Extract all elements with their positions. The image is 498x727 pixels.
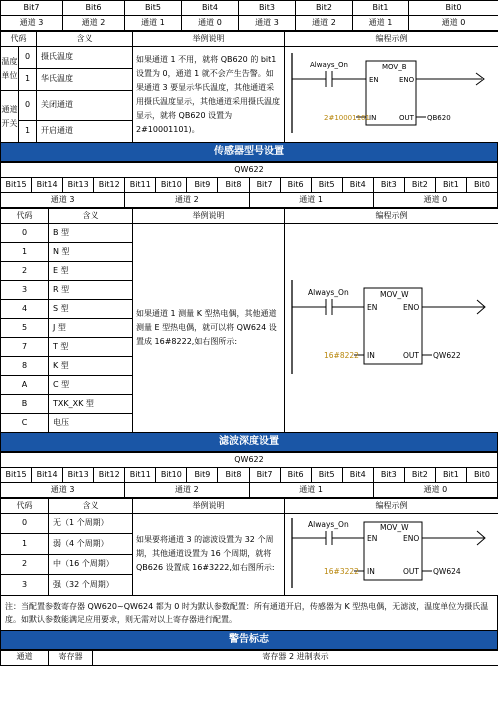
bit-cell: Bit8 — [218, 178, 249, 193]
bit-cell: Bit0 — [466, 178, 497, 193]
col-example: 举例说明 — [133, 209, 285, 224]
register-name: QW622 — [1, 453, 498, 468]
bit-cell: Bit10 — [156, 178, 187, 193]
example-text: 如果通道 1 不用，就将 QB620 的 bit1 设置为 0，通道 1 就不会产生告警。如果通道 3 要显示华氏温度，其他通道采用摄氏温度显示，其他通道采用摄氏温度显示，就将 QB620 设置为 2#10001101)。 — [133, 47, 285, 143]
bit-cell: Bit15 — [1, 468, 32, 483]
channel-cell: 通道 2 — [125, 193, 249, 208]
bit-cell: Bit6 — [63, 1, 125, 16]
meaning-cell: 中（16 个周期） — [49, 554, 133, 574]
meaning-cell: J 型 — [49, 319, 133, 338]
col-code: 代码 — [1, 32, 37, 47]
col-channel: 通道 — [1, 650, 49, 665]
code-cell: 1 — [1, 243, 49, 262]
block-name: MOV_W — [379, 289, 409, 299]
col-example: 举例说明 — [133, 32, 285, 47]
ladder-svg — [286, 49, 498, 137]
channel-cell: 通道 3 — [239, 16, 296, 31]
meaning-cell: 无（1 个周期） — [49, 514, 133, 534]
bit-cell: Bit0 — [409, 1, 498, 16]
channel-cell: 通道 0 — [182, 16, 239, 31]
meaning-cell: 开启通道 — [37, 121, 133, 143]
table-row — [1, 224, 498, 243]
bit-cell: Bit2 — [404, 178, 435, 193]
meaning-cell: C 型 — [49, 376, 133, 395]
bit-cell: Bit9 — [187, 468, 218, 483]
block-name: MOV_B — [381, 63, 407, 72]
en-pin: EN — [366, 534, 377, 543]
bit-cell: Bit7 — [1, 1, 63, 16]
channel-row — [1, 483, 498, 498]
eno-pin: ENO — [402, 302, 419, 312]
bit-cell: Bit11 — [125, 178, 156, 193]
out-pin: OUT — [398, 114, 414, 123]
col-program: 编程示例 — [285, 32, 498, 47]
bit-cell: Bit14 — [32, 178, 63, 193]
meaning-cell: E 型 — [49, 262, 133, 281]
channel-cell: 通道 0 — [373, 193, 497, 208]
channel-cell: 通道 2 — [125, 483, 249, 498]
bit-cell: Bit15 — [1, 178, 32, 193]
code-cell: 1 — [19, 69, 37, 91]
channel-cell: 通道 1 — [249, 483, 373, 498]
contact-label: Always_On — [309, 61, 348, 70]
meaning-cell: N 型 — [49, 243, 133, 262]
meaning-cell: 摄氏温度 — [37, 47, 133, 69]
col-program: 编程示例 — [285, 209, 498, 224]
en-pin: EN — [366, 302, 377, 312]
ladder-svg — [286, 272, 498, 382]
bit-cell: Bit3 — [373, 468, 404, 483]
channel-cell: 通道 1 — [353, 16, 409, 31]
channel-cell: 通道 2 — [63, 16, 125, 31]
code-cell: 2 — [1, 554, 49, 574]
ladder-diagram — [285, 514, 498, 596]
code-cell: 8 — [1, 357, 49, 376]
section-title: 警告标志 — [0, 631, 498, 650]
table-header-row — [1, 209, 498, 224]
bit-cell: Bit5 — [311, 468, 342, 483]
bit-cell: Bit5 — [125, 1, 182, 16]
bit-cell: Bit14 — [32, 468, 63, 483]
code-cell: 1 — [1, 534, 49, 554]
table-row — [1, 514, 498, 534]
filter-code-table — [0, 498, 498, 596]
in-pin: IN — [366, 350, 375, 360]
col-example: 举例说明 — [133, 499, 285, 514]
table-header-row — [1, 650, 498, 665]
en-pin: EN — [368, 76, 379, 85]
col-code: 代码 — [1, 209, 49, 224]
top-bit-table — [0, 0, 498, 31]
bit-cell: Bit5 — [311, 178, 342, 193]
bit-cell: Bit12 — [94, 468, 125, 483]
section-title: 传感器型号设置 — [0, 143, 498, 162]
col-register: 寄存器 — [49, 650, 93, 665]
ladder-diagram — [285, 224, 498, 433]
channel-cell: 通道 0 — [409, 16, 498, 31]
in-value: 16#3222 — [323, 567, 359, 576]
col-meaning: 含义 — [37, 32, 133, 47]
note-text: 注：当配置参数寄存器 QW620~QW624 都为 0 时为默认参数配置：所有通道开启，传感器为 K 型热电偶，无滤波，温度单位为摄氏温度。如默认参数能满足应用要求，则无需对以上寄存器进行配置。 — [0, 596, 498, 631]
bit-cell: Bit4 — [342, 178, 373, 193]
meaning-cell: S 型 — [49, 300, 133, 319]
meaning-cell: 强（32 个周期） — [49, 575, 133, 595]
in-value: 16#8222 — [323, 350, 359, 360]
bit-cell: Bit6 — [280, 178, 311, 193]
bit-cell: Bit8 — [218, 468, 249, 483]
contact-label: Always_On — [307, 520, 349, 529]
code-cell: 0 — [1, 224, 49, 243]
bit-row — [1, 468, 498, 483]
bit-cell: Bit1 — [435, 178, 466, 193]
table-row — [1, 47, 498, 69]
meaning-cell: T 型 — [49, 338, 133, 357]
eno-pin: ENO — [402, 534, 419, 543]
channel-cell: 通道 0 — [373, 483, 497, 498]
bit-cell: Bit2 — [404, 468, 435, 483]
meaning-cell: K 型 — [49, 357, 133, 376]
code-cell: B — [1, 395, 49, 414]
bit-cell: Bit4 — [182, 1, 239, 16]
code-cell: 0 — [19, 47, 37, 69]
col-meaning: 含义 — [49, 499, 133, 514]
code-cell: 3 — [1, 575, 49, 595]
table-header-row — [1, 499, 498, 514]
bit-cell: Bit10 — [156, 468, 187, 483]
register-name: QW622 — [1, 163, 498, 178]
bit-cell: Bit1 — [435, 468, 466, 483]
out-value: QW624 — [432, 567, 461, 576]
meaning-cell: TXK_XK 型 — [49, 395, 133, 414]
code-cell: 7 — [1, 338, 49, 357]
alarm-table — [0, 650, 498, 666]
bit-cell: Bit7 — [249, 178, 280, 193]
meaning-cell: B 型 — [49, 224, 133, 243]
code-cell: 1 — [19, 121, 37, 143]
channel-row — [1, 193, 498, 208]
contact-label: Always_On — [307, 287, 349, 297]
eno-pin: ENO — [398, 76, 414, 85]
bit-row — [1, 1, 498, 16]
channel-cell: 通道 3 — [1, 483, 125, 498]
code-cell: 2 — [1, 262, 49, 281]
meaning-cell: 华氏温度 — [37, 69, 133, 91]
code-cell: A — [1, 376, 49, 395]
bit-cell: Bit13 — [63, 468, 94, 483]
out-value: QW622 — [432, 350, 461, 360]
example-text: 如果通道 1 测量 K 型热电偶，其他通道测量 E 型热电偶，就可以将 QW624 设置成 16#8222,如右图所示: — [133, 224, 285, 433]
channel-cell: 通道 2 — [296, 16, 353, 31]
bit-cell: Bit11 — [125, 468, 156, 483]
in-pin: IN — [368, 114, 376, 123]
out-value: QB620 — [426, 114, 451, 123]
bit-cell: Bit7 — [249, 468, 280, 483]
meaning-cell: 关闭通道 — [37, 91, 133, 121]
sensor-code-table — [0, 208, 498, 433]
meaning-cell: 弱（4 个周期） — [49, 534, 133, 554]
in-value: 2#10001101 — [323, 114, 370, 123]
section-title: 滤波深度设置 — [0, 433, 498, 452]
channel-row — [1, 16, 498, 31]
table-header-row — [1, 32, 498, 47]
col-binary: 寄存器 2 进制表示 — [93, 650, 498, 665]
col-code: 代码 — [1, 499, 49, 514]
bit-row — [1, 178, 498, 193]
code-cell: 5 — [1, 319, 49, 338]
bit-cell: Bit6 — [280, 468, 311, 483]
code-cell: 0 — [1, 514, 49, 534]
meaning-cell: 电压 — [49, 414, 133, 433]
top-code-table — [0, 31, 498, 143]
bit-cell: Bit3 — [373, 178, 404, 193]
bit-cell: Bit1 — [353, 1, 409, 16]
bit-cell: Bit13 — [63, 178, 94, 193]
code-cell: 3 — [1, 281, 49, 300]
sensor-register-table — [0, 162, 498, 208]
group-temp-unit: 温度单位 — [1, 47, 19, 91]
col-meaning: 含义 — [49, 209, 133, 224]
bit-cell: Bit9 — [187, 178, 218, 193]
bit-cell: Bit4 — [342, 468, 373, 483]
code-cell: 0 — [19, 91, 37, 121]
code-cell: C — [1, 414, 49, 433]
channel-cell: 通道 1 — [125, 16, 182, 31]
col-program: 编程示例 — [285, 499, 498, 514]
channel-cell: 通道 1 — [249, 193, 373, 208]
group-channel-switch: 通道开关 — [1, 91, 19, 143]
in-pin: IN — [366, 567, 375, 576]
bit-cell: Bit12 — [94, 178, 125, 193]
out-pin: OUT — [402, 350, 419, 360]
filter-register-table — [0, 452, 498, 498]
channel-cell: 通道 3 — [1, 16, 63, 31]
ladder-svg — [286, 514, 498, 592]
code-cell: 4 — [1, 300, 49, 319]
bit-cell: Bit2 — [296, 1, 353, 16]
meaning-cell: R 型 — [49, 281, 133, 300]
bit-cell: Bit3 — [239, 1, 296, 16]
channel-cell: 通道 3 — [1, 193, 125, 208]
bit-cell: Bit0 — [466, 468, 497, 483]
ladder-diagram — [285, 47, 498, 143]
example-text: 如果要将通道 3 的滤波设置为 32 个周期，其他通道设置为 16 个周期，就将 QB626 设置成 16#3222,如右图所示: — [133, 514, 285, 596]
out-pin: OUT — [402, 567, 419, 576]
block-name: MOV_W — [379, 523, 409, 532]
